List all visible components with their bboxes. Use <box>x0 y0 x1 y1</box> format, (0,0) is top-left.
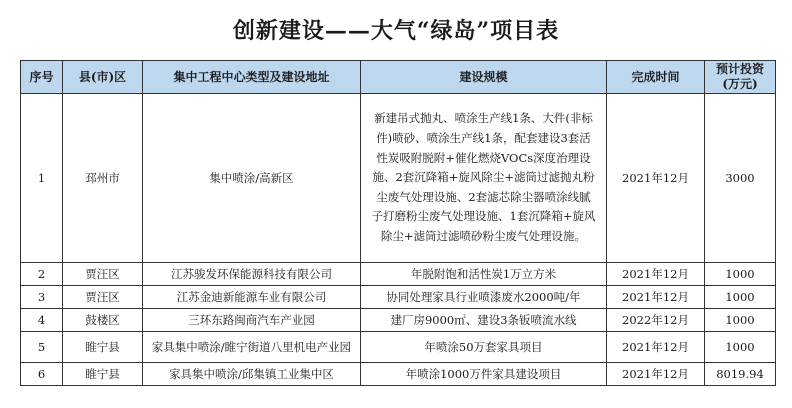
cell-county: 鼓楼区 <box>63 309 143 332</box>
cell-county: 邳州市 <box>63 94 143 263</box>
table-row <box>21 309 776 332</box>
cell-county: 贾汪区 <box>63 263 143 286</box>
cell-scale: 协同处理家具行业喷漆废水2000吨/年 <box>361 286 607 309</box>
cell-no: 2 <box>21 263 63 286</box>
cell-scale: 建厂房9000㎡、建设3条钣喷流水线 <box>361 309 607 332</box>
header-no: 序号 <box>21 61 63 94</box>
table-header-row <box>21 61 776 94</box>
cell-type: 三环东路闽商汽车产业园 <box>143 309 361 332</box>
header-type: 集中工程中心类型及建设地址 <box>143 61 361 94</box>
header-time: 完成时间 <box>607 61 705 94</box>
header-invest: 预计投资(万元) <box>705 61 776 94</box>
cell-no: 4 <box>21 309 63 332</box>
table-row <box>21 332 776 363</box>
header-scale: 建设规模 <box>361 61 607 94</box>
cell-no: 3 <box>21 286 63 309</box>
cell-no: 6 <box>21 363 63 386</box>
cell-type: 江苏金迪新能源车业有限公司 <box>143 286 361 309</box>
cell-time: 2021年12月 <box>607 94 705 263</box>
cell-invest: 1000 <box>705 263 776 286</box>
cell-time: 2021年12月 <box>607 286 705 309</box>
project-table <box>20 60 776 386</box>
cell-invest: 1000 <box>705 332 776 363</box>
cell-type: 家具集中喷涂/睢宁街道八里机电产业园 <box>143 332 361 363</box>
table-row <box>21 94 776 263</box>
page-title: 创新建设——大气“绿岛”项目表 <box>232 18 560 44</box>
cell-scale: 年脱附饱和活性炭1万立方米 <box>361 263 607 286</box>
cell-county: 贾汪区 <box>63 286 143 309</box>
cell-scale: 新建吊式抛丸、喷涂生产线1条、大件(非标件)喷砂、喷涂生产线1条，配套建设3套活性炭吸附脱附+催化燃烧VOCs深度治理设施、2套沉降箱+旋风除尘+滤筒过滤抛丸粉尘废气处理设施、2套滤芯除尘器喷涂线腻子打磨粉尘废气处理设施、1套沉降箱+旋风除尘+滤筒过滤喷砂粉尘废气处理设施。 <box>361 94 607 263</box>
cell-type: 集中喷涂/高新区 <box>143 94 361 263</box>
cell-time: 2022年12月 <box>607 309 705 332</box>
cell-invest: 1000 <box>705 309 776 332</box>
table-row <box>21 363 776 386</box>
cell-type: 家具集中喷涂/邱集镇工业集中区 <box>143 363 361 386</box>
cell-no: 5 <box>21 332 63 363</box>
table-row <box>21 286 776 309</box>
cell-time: 2021年12月 <box>607 263 705 286</box>
cell-time: 2021年12月 <box>607 363 705 386</box>
cell-invest: 1000 <box>705 286 776 309</box>
header-county: 县(市)区 <box>63 61 143 94</box>
cell-no: 1 <box>21 94 63 263</box>
cell-county: 睢宁县 <box>63 332 143 363</box>
cell-scale: 年喷涂50万套家具项目 <box>361 332 607 363</box>
cell-time: 2021年12月 <box>607 332 705 363</box>
table-row <box>21 263 776 286</box>
cell-scale: 年喷涂1000万件家具建设项目 <box>361 363 607 386</box>
cell-type: 江苏骏发环保能源科技有限公司 <box>143 263 361 286</box>
cell-invest: 3000 <box>705 94 776 263</box>
cell-invest: 8019.94 <box>705 363 776 386</box>
cell-county: 睢宁县 <box>63 363 143 386</box>
